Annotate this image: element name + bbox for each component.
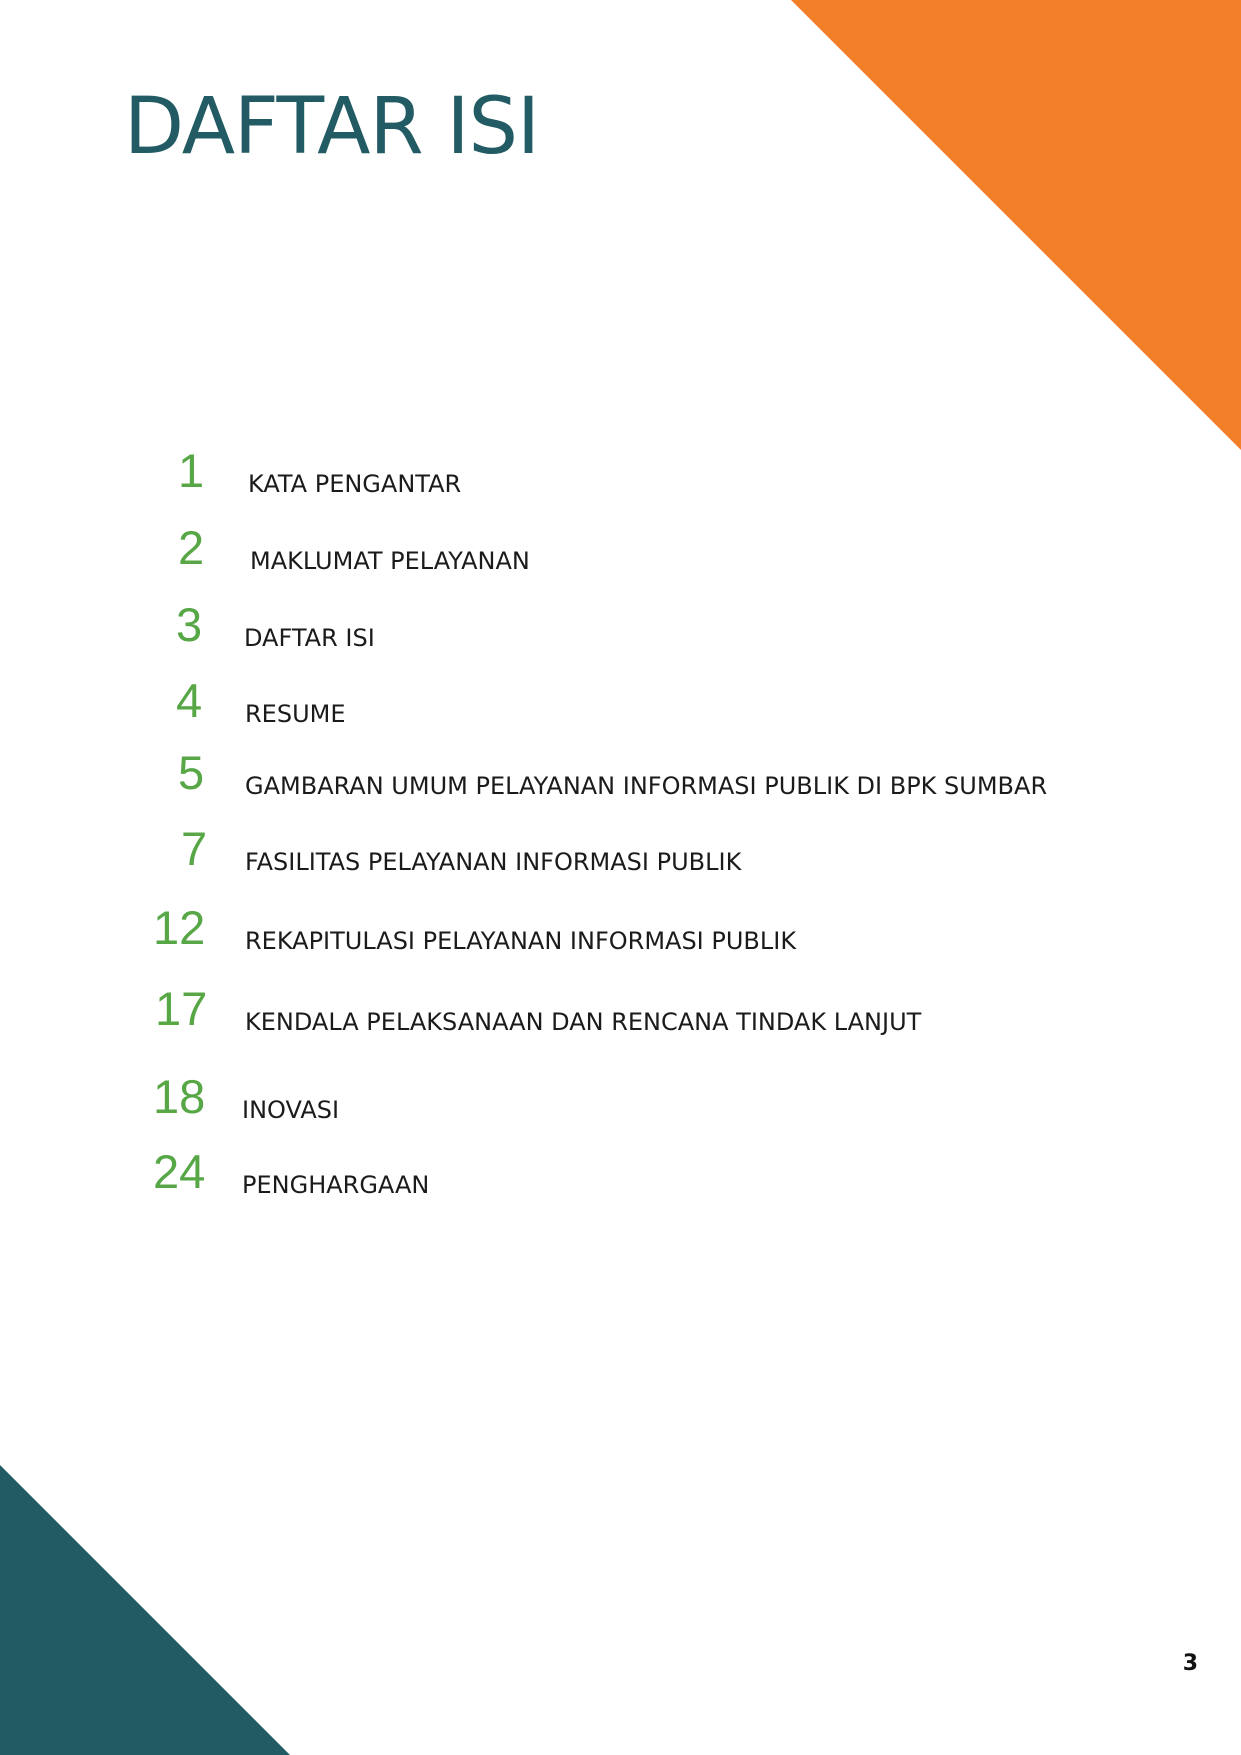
toc-entry-title: REKAPITULASI PELAYANAN INFORMASI PUBLIK (245, 927, 797, 955)
toc-page-number: 1 (178, 444, 205, 497)
toc-page-number: 17 (155, 982, 208, 1035)
toc-entry-title: INOVASI (242, 1096, 340, 1124)
toc-entry[interactable] (0, 899, 1241, 959)
toc-entry-title: GAMBARAN UMUM PELAYANAN INFORMASI PUBLIK DI BPK SUMBAR (245, 772, 1048, 800)
toc-page-number: 2 (178, 521, 205, 574)
toc-entry[interactable] (0, 1143, 1241, 1203)
toc-entry[interactable] (0, 442, 1241, 502)
toc-entry-title: KENDALA PELAKSANAAN DAN RENCANA TINDAK LANJUT (245, 1008, 922, 1036)
toc-page-number: 5 (178, 746, 205, 799)
toc-page-number: 7 (181, 822, 208, 875)
toc-entry[interactable] (0, 1068, 1241, 1128)
toc-entry[interactable] (0, 980, 1241, 1040)
toc-page-number: 24 (153, 1145, 206, 1198)
toc-entry[interactable] (0, 519, 1241, 579)
toc-entry-title: PENGHARGAAN (242, 1171, 430, 1199)
toc-entry[interactable] (0, 820, 1241, 880)
toc-entry[interactable] (0, 596, 1241, 656)
toc-page-number: 3 (176, 598, 203, 651)
toc-entry-title: RESUME (245, 700, 346, 728)
toc-entry[interactable] (0, 672, 1241, 732)
toc-entry-title: FASILITAS PELAYANAN INFORMASI PUBLIK (245, 848, 742, 876)
toc-entry[interactable] (0, 744, 1241, 804)
toc-entry-title: MAKLUMAT PELAYANAN (250, 547, 530, 575)
page-title: DAFTAR ISI (124, 82, 540, 172)
toc-entry-title: KATA PENGANTAR (248, 470, 462, 498)
toc-page-number: 4 (176, 674, 203, 727)
toc-entry-title: DAFTAR ISI (244, 624, 375, 652)
page-number: 3 (1182, 1651, 1198, 1676)
toc-page-number: 12 (153, 901, 206, 954)
toc-page-number: 18 (153, 1070, 206, 1123)
